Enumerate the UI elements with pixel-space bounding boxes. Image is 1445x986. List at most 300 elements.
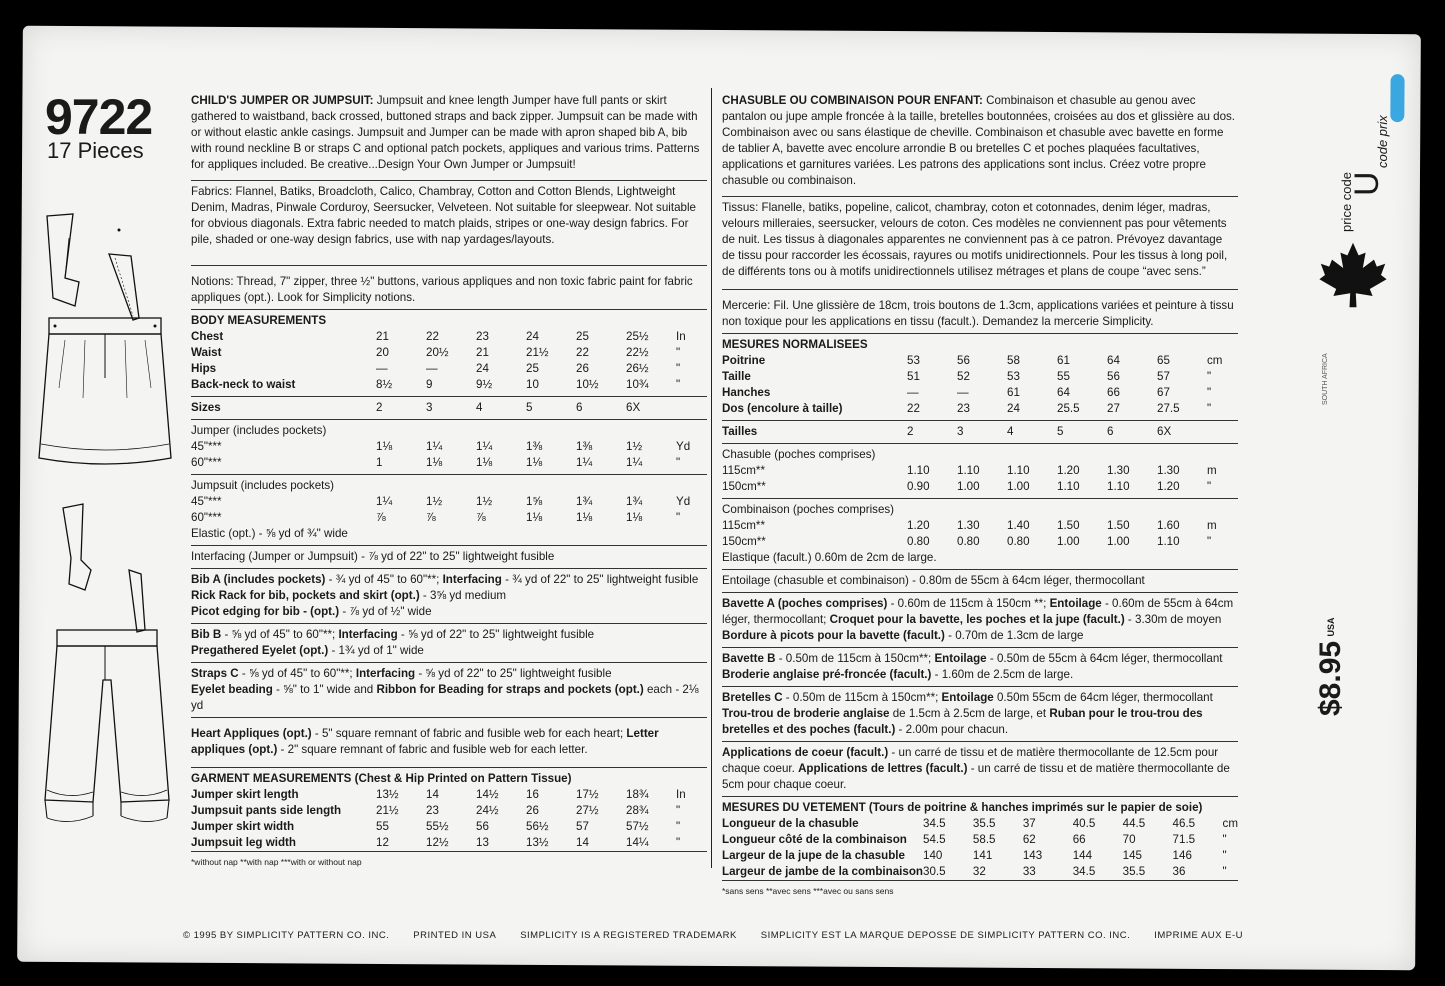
cell-value: 37: [1022, 817, 1036, 830]
beading-label: Trou-trou de broderie anglaise: [722, 707, 890, 720]
cell-value: ⅞: [376, 511, 386, 524]
trademark-fr: SIMPLICITY EST LA MARQUE DEPOSSE DE SIMPLICITY PATTERN CO. INC.: [760, 930, 1131, 941]
table-row: [191, 377, 707, 393]
cell-value: 17½: [576, 788, 599, 801]
notions-text: : Fil. Une glissière de 18cm, trois boutons de 1.3cm, applications variées et peinture à tissu non toxique pour les applications en tissu (facult.). Demandez la mercerie Simplicity.: [722, 299, 1234, 328]
sizes-row: [191, 396, 707, 416]
cell-value: 58: [1007, 354, 1020, 367]
cell-value: 1¼: [576, 456, 593, 469]
bib-b-label: Bavette B: [722, 652, 776, 665]
bib-b-int-text: - 0.50m de 55cm à 64cm léger, thermocollant: [986, 652, 1223, 665]
jumper-yardage: [191, 419, 707, 471]
cell-value: 1¾: [576, 495, 593, 508]
size-value: 6: [1107, 425, 1114, 438]
size-value: 4: [476, 401, 483, 414]
maple-leaf-icon: [1318, 240, 1388, 310]
cell-value: 71.5: [1172, 833, 1196, 846]
cell-value: 22: [907, 402, 920, 415]
cell-value: 1⅛: [576, 511, 593, 524]
cell-value: 61: [1057, 354, 1070, 367]
sizes-row: [722, 420, 1238, 440]
table-row: [191, 494, 707, 510]
cell-value: ⅞: [476, 511, 486, 524]
unit: ": [676, 456, 681, 469]
ribbon-text: each - 2⅛ yd: [191, 683, 699, 712]
footnote: *sans sens **avec sens ***avec ou sans sens: [722, 886, 894, 896]
spacer: [676, 400, 707, 416]
row-label: 150cm**: [722, 535, 766, 548]
description-title: CHASUBLE OU COMBINAISON POUR ENFANT:: [722, 94, 983, 107]
bib-b-section: [722, 647, 1238, 683]
fabrics-section: [722, 196, 1238, 286]
description-text: Jumpsuit and knee length Jumper have full pants or skirt gathered to waistband, back crossed, buttoned straps and back zipper. Jumpsuit can be made with or without elastic ankle casings. Jumpsuit and Jumper can be made with apron shaped bib A, bib with round neckline B or straps C and optional patch pockets, appliques and various trims. Patterns for appliques included. Be creative...Design Your Own Jumper or Jumpsuit!: [191, 94, 700, 171]
description-title: CHILD'S JUMPER OR JUMPSUIT:: [191, 94, 374, 107]
body-title: BODY MEASUREMENTS: [191, 314, 327, 327]
straps-int-label: Entoilage: [941, 691, 994, 704]
table-row: [191, 510, 707, 526]
row-label: Longueur côté de la combinaison: [722, 833, 907, 846]
cell-value: 25: [576, 330, 589, 343]
cell-value: 66: [1072, 833, 1086, 846]
bib-a-section: [722, 592, 1238, 644]
table-row: [722, 864, 1238, 880]
fabrics-text: : Flannel, Batiks, Broadcloth, Calico, Chambray, Cotton and Cotton Blends, Lightweight Denim, Madras, Pinwale Corduroy, Seersucker, Velveteen. Not suitable for sleepwear. Not suitable for obvious diagonals. Extra fabric needed to match plaids, stripes or one-way design fabrics. For pile, shaded or one-way design fabrics, use with nap yardages/layouts.: [191, 185, 697, 246]
garment-title: MESURES DU VETEMENT (Tours de poitrine & hanches imprimés sur le papier de soie): [722, 801, 1203, 814]
straps-section: [191, 662, 707, 714]
fabrics-label: Tissus: [722, 201, 756, 214]
cell-value: 1½: [626, 440, 643, 453]
table-row: [722, 518, 1238, 534]
elastic-label: Elastic (opt.): [191, 527, 256, 540]
table-row: [722, 463, 1238, 479]
unit: ": [676, 511, 681, 524]
cell-value: 27.5: [1157, 402, 1180, 415]
cell-value: 143: [1022, 849, 1043, 862]
cell-value: 9: [426, 378, 433, 391]
cell-value: 64: [1057, 386, 1070, 399]
unit: cm: [1222, 817, 1238, 830]
cell-value: 1: [376, 456, 383, 469]
unit: Yd: [676, 440, 691, 453]
cell-value: 70: [1122, 833, 1136, 846]
interfacing-text: - 0.80m de 55cm à 64cm léger, thermocollant: [908, 574, 1145, 587]
rick-rack-label: Croquet pour la bavette, les poches et la jupe (facult.): [829, 613, 1125, 626]
cell-value: 21: [476, 346, 489, 359]
size-value: 6X: [1157, 425, 1172, 438]
cell-value: —: [426, 362, 438, 375]
cell-value: 26: [576, 362, 589, 375]
jumpsuit-yardage: [191, 474, 707, 542]
sizes-label: Tailles: [722, 425, 758, 438]
bib-a-text: - ¾ yd of 45" to 60"**;: [325, 573, 443, 586]
cell-value: 10¾: [626, 378, 649, 391]
cell-value: 1¼: [626, 456, 643, 469]
cell-value: 25: [526, 362, 539, 375]
cell-value: 67: [1157, 386, 1170, 399]
size-value: 2: [376, 401, 383, 414]
cell-value: 46.5: [1172, 817, 1196, 830]
cell-value: 34.5: [923, 817, 946, 830]
cell-value: 13½: [526, 836, 549, 849]
eyelet-text: - 1.60m de 2.5cm de large.: [931, 668, 1074, 681]
cell-value: 21½: [376, 804, 399, 817]
cell-value: 40.5: [1072, 817, 1096, 830]
bib-b-int-label: Entoilage: [934, 652, 987, 665]
cell-value: 27½: [576, 804, 599, 817]
picot-label: Bordure à picots pour la bavette (facult.): [722, 629, 945, 642]
cell-value: 25.5: [1057, 402, 1080, 415]
cell-value: 22: [426, 330, 439, 343]
cell-value: 1¼: [476, 440, 493, 453]
combinaison-yardage: [722, 498, 1238, 566]
cell-value: 1⅛: [626, 511, 643, 524]
cell-value: 57: [576, 820, 589, 833]
cell-value: 1.00: [1007, 480, 1030, 493]
row-label: Jumper skirt width: [191, 820, 295, 833]
jumpsuit-title: Jumpsuit (includes pockets): [191, 479, 335, 492]
cell-value: 24: [476, 362, 489, 375]
straps-text: - 0.50m de 115cm à 150cm**;: [782, 691, 942, 704]
cell-value: 32: [972, 865, 986, 878]
appliques-section: [722, 741, 1238, 793]
price: [1316, 617, 1351, 716]
row-label: Taille: [722, 370, 751, 383]
row-label: Hips: [191, 362, 217, 375]
elastic-text: 0.60m de 2cm de large.: [811, 551, 937, 564]
chasuble-yardage: [722, 443, 1238, 495]
cell-value: 23: [426, 804, 439, 817]
size-value: 4: [1007, 425, 1014, 438]
printed-south-africa: SOUTH AFRICA: [1322, 353, 1329, 405]
cell-value: 1⅜: [576, 440, 593, 453]
cell-value: 1.10: [1007, 464, 1030, 477]
bib-b-section: [191, 623, 707, 659]
description: [722, 93, 1238, 193]
fabrics-label: Fabrics: [191, 185, 230, 198]
cell-value: 20½: [426, 346, 449, 359]
size-value: 3: [426, 401, 433, 414]
cell-value: 22½: [626, 346, 649, 359]
bib-a-label: Bib A (includes pockets): [191, 573, 326, 586]
cell-value: 1⅛: [426, 456, 443, 469]
cell-value: —: [957, 386, 969, 399]
picot-text: - ⅞ yd of ½" wide: [339, 605, 432, 618]
cell-value: 33: [1022, 865, 1036, 878]
heart-label: Applications de coeur (facult.): [722, 746, 889, 759]
cell-value: 24: [1007, 402, 1020, 415]
jumper-title: Jumper (includes pockets): [191, 424, 327, 437]
table-row: [191, 439, 707, 455]
size-value: 5: [526, 401, 533, 414]
interfacing-label: Interfacing (Jumper or Jumpsuit): [191, 550, 358, 563]
unit: ": [1207, 370, 1212, 383]
cell-value: 1.00: [957, 480, 980, 493]
cell-value: 52: [957, 370, 970, 383]
size-value: 2: [907, 425, 914, 438]
cell-value: 13½: [376, 788, 399, 801]
row-label: Largeur de la jupe de la chasuble: [722, 849, 905, 862]
body-measurements: [722, 333, 1238, 417]
cell-value: 26: [526, 804, 539, 817]
heart-text: - 5" square remnant of fabric and fusible web for each heart;: [311, 727, 627, 740]
row-label: 150cm**: [722, 480, 766, 493]
notions-label: Mercerie: [722, 299, 768, 312]
elastic-text: - ⅝ yd of ¾" wide: [255, 527, 348, 540]
description-text: Combinaison et chasuble au genou avec pantalon ou jupe ample froncée à la taille, bretelles boutonnées, croisées au dos et glissière au dos. Combinaison avec ou sans élastique de cheville. Combinaison et chasuble avec bavette en forme de tablier A, bavette avec encolure arrondie B ou bretelles C et poches plaquées facultatives, applications et garnitures variées. Les patrons des applications sont inclus. Créez votre propre chasuble ou combinaison.: [722, 94, 1236, 187]
cell-value: 1.30: [1107, 464, 1130, 477]
table-row: [722, 816, 1238, 832]
fabrics-section: [191, 180, 707, 262]
bib-a-int-label: Entoilage: [1049, 597, 1102, 610]
row-label: Jumpsuit pants side length: [191, 804, 342, 817]
cell-value: 57½: [626, 820, 649, 833]
cell-value: 14: [576, 836, 589, 849]
cell-value: 1.30: [1157, 464, 1180, 477]
table-row: [191, 787, 707, 803]
row-label: Poitrine: [722, 354, 766, 367]
unit: ": [676, 820, 681, 833]
heart-text: - un carré de tissu et de matière thermocollante de 12.5cm pour chaque coeur.: [722, 746, 1219, 775]
unit: ": [1207, 535, 1212, 548]
cell-value: 1⅛: [526, 511, 543, 524]
bib-a-int-text: - 0.60m de 55cm à 64cm léger, thermocollant;: [722, 597, 1234, 626]
size-value: 6X: [626, 401, 641, 414]
unit: ": [1207, 402, 1212, 415]
bib-b-text: - ⅝ yd of 45" to 60"**;: [221, 628, 339, 641]
body-title: MESURES NORMALISEES: [722, 338, 868, 351]
table-row: [722, 401, 1238, 417]
sizes-label: Sizes: [191, 401, 221, 414]
cell-value: 53: [907, 354, 920, 367]
heart-label: Heart Appliques (opt.): [191, 727, 312, 740]
body-measurements: [191, 309, 707, 393]
cell-value: 57: [1157, 370, 1170, 383]
unit: ": [676, 362, 681, 375]
interfacing-section: [191, 545, 707, 565]
cell-value: 1.50: [1107, 519, 1130, 532]
cell-value: 55: [376, 820, 389, 833]
elastic-label: Elastique (facult.): [722, 551, 812, 564]
cell-value: 140: [923, 849, 943, 862]
blue-tab: [1390, 74, 1404, 122]
cell-value: 1.30: [957, 519, 980, 532]
notions-section: [191, 265, 707, 306]
cell-value: 1.10: [957, 464, 980, 477]
bib-b-text: - 0.50m de 115cm à 150cm**;: [775, 652, 935, 665]
beading-label: Eyelet beading: [191, 683, 273, 696]
jumpsuit-sketch: [35, 500, 175, 830]
cell-value: 51: [907, 370, 920, 383]
interfacing-section: [722, 569, 1238, 589]
cell-value: 56: [476, 820, 489, 833]
cell-value: 21: [376, 330, 389, 343]
cell-value: 141: [972, 849, 993, 862]
unit: Yd: [676, 495, 691, 508]
beading-text: de 1.5cm à 2.5cm de large, et: [889, 707, 1050, 720]
cell-value: 1½: [476, 495, 493, 508]
cell-value: 0.80: [907, 535, 930, 548]
bib-a-label: Bavette A (poches comprises): [722, 597, 888, 610]
cell-value: 34.5: [1072, 865, 1096, 878]
cell-value: 23: [476, 330, 489, 343]
cell-value: 1.00: [1107, 535, 1130, 548]
unit: cm: [1207, 354, 1223, 367]
notions-label: Notions: [191, 275, 231, 288]
table-row: [722, 385, 1238, 401]
straps-label: Straps C: [191, 667, 239, 680]
ribbon-label: Ribbon for Beading for straps and pockets (opt.): [376, 683, 644, 696]
footnote: *without nap **with nap ***with or without nap: [191, 857, 362, 867]
notions-section: [722, 289, 1238, 330]
bib-a-int-label: Interfacing: [442, 573, 502, 586]
row-label: Longueur de la chasuble: [722, 817, 859, 830]
footer: [183, 930, 1243, 941]
table-row: [191, 361, 707, 377]
cell-value: 12: [376, 836, 389, 849]
letter-label: Applications de lettres (facult.): [798, 762, 968, 775]
cell-value: 1¼: [426, 440, 443, 453]
cell-value: 1.10: [1107, 480, 1130, 493]
cell-value: 22: [576, 346, 589, 359]
cell-value: 14: [426, 788, 439, 801]
size-value: 5: [1057, 425, 1064, 438]
cell-value: 1.40: [1007, 519, 1030, 532]
unit: ": [1207, 480, 1212, 493]
bib-a-text: - 0.60m de 115cm à 150cm **;: [887, 597, 1050, 610]
cell-value: 1.20: [1057, 464, 1080, 477]
row-label: 115cm**: [722, 519, 765, 532]
size-value: 6: [576, 401, 583, 414]
chasuble-title: Chasuble (poches comprises): [722, 448, 876, 461]
cell-value: 24: [526, 330, 539, 343]
cell-value: 20: [376, 346, 389, 359]
cell-value: 0.90: [907, 480, 930, 493]
row-label: 60"***: [191, 511, 222, 524]
fabrics-text: : Flanelle, batiks, popeline, calicot, chambray, coton et cotonnades, denim léger, madras, velours milleraies, seersucker, velours de coton. Ces modèles ne conviennent pas pour vêtements de nuit. Les tissus à diagonales apparentes ne conviennent pas à ce patron. Prévoyez davantage de tissu pour raccorder les écossais, rayures ou motifs unidirectionnels. Pour les tissus à long poil, de différents tons ou à motifs unidirectionnels utilisez métrages et plans de coupe “avec sens.”: [722, 201, 1228, 278]
ribbon-text: - 2.00m pour chacun.: [895, 723, 1009, 736]
row-label: Largeur de jambe de la combinaison: [722, 865, 924, 878]
picot-text: - 0.70m de 1.3cm de large: [944, 629, 1084, 642]
cell-value: 25½: [626, 330, 649, 343]
unit: ": [676, 378, 681, 391]
unit: ": [1222, 833, 1227, 846]
cell-value: 61: [1007, 386, 1020, 399]
price-code-label-fr: code prix: [1375, 115, 1390, 168]
cell-value: 14¼: [626, 836, 649, 849]
unit: ": [1222, 849, 1227, 862]
table-row: [191, 345, 707, 361]
cell-value: 16: [526, 788, 539, 801]
cell-value: 28¾: [626, 804, 649, 817]
cell-value: 1⅝: [526, 495, 543, 508]
cell-value: 0.80: [957, 535, 980, 548]
row-label: Dos (encolure à taille): [722, 402, 843, 415]
cell-value: 56: [957, 354, 970, 367]
row-label: 60"***: [191, 456, 222, 469]
row-label: Jumpsuit leg width: [191, 836, 296, 849]
cell-value: 55½: [426, 820, 449, 833]
cell-value: 35.5: [1122, 865, 1146, 878]
ribbon-label: Ruban pour le trou-trou des bretelles et des poches (facult.): [722, 707, 1203, 736]
cell-value: 66: [1107, 386, 1120, 399]
printed-in: PRINTED IN USA: [413, 930, 497, 941]
cell-value: 54.5: [923, 833, 946, 846]
row-label: Jumper skirt length: [191, 788, 299, 801]
unit: m: [1207, 464, 1217, 477]
cell-value: 1.10: [907, 464, 930, 477]
table-row: [722, 848, 1238, 864]
description: [191, 93, 707, 177]
garment-measurements: [191, 767, 707, 852]
trademark-en: SIMPLICITY IS A REGISTERED TRADEMARK: [520, 930, 737, 941]
cell-value: ⅞: [426, 511, 436, 524]
cell-value: 65: [1157, 354, 1170, 367]
unit: ": [1207, 386, 1212, 399]
straps-section: [722, 686, 1238, 738]
row-label: 45"***: [191, 495, 222, 508]
interfacing-label: Entoilage (chasuble et combinaison): [722, 574, 909, 587]
cell-value: 23: [957, 402, 970, 415]
unit: ": [676, 836, 681, 849]
row-label: 115cm**: [722, 464, 765, 477]
cell-value: —: [376, 362, 388, 375]
cell-value: 58.5: [972, 833, 996, 846]
column-divider: [711, 88, 712, 868]
price-value: $8.95: [1314, 640, 1347, 716]
cell-value: 1.50: [1057, 519, 1080, 532]
beading-text: - ⅝" to 1" wide and: [272, 683, 377, 696]
cell-value: 1.10: [1157, 535, 1180, 548]
unit: In: [676, 788, 686, 801]
straps-int-text: - ⅝ yd of 22" to 25" lightweight fusible: [415, 667, 612, 680]
cell-value: 12½: [426, 836, 449, 849]
cell-value: 1.20: [907, 519, 930, 532]
row-label: 45"***: [191, 440, 222, 453]
cell-value: 8½: [376, 378, 393, 391]
imprime: IMPRIME AUX E-U: [1154, 930, 1243, 941]
jumper-sketch: [35, 208, 175, 498]
sizes-row: [191, 400, 707, 416]
cell-value: 18¾: [626, 788, 649, 801]
cell-value: 1⅛: [526, 456, 543, 469]
cell-value: 1⅜: [526, 440, 543, 453]
letter-text: - 2" square remnant of fabric and fusible web for each letter.: [277, 743, 588, 756]
bib-b-int-label: Interfacing: [338, 628, 398, 641]
cell-value: —: [907, 386, 919, 399]
table-row: [191, 455, 707, 471]
spacer: [1207, 424, 1238, 440]
rick-rack-text: - 3⅝ yd medium: [419, 589, 507, 602]
cell-value: 55: [1057, 370, 1070, 383]
straps-text: - ⅝ yd of 45" to 60"**;: [238, 667, 356, 680]
cell-value: 1¾: [626, 495, 643, 508]
cell-value: 0.80: [1007, 535, 1030, 548]
eyelet-text: - 1¾ yd of 1" wide: [328, 644, 424, 657]
unit: ": [1222, 865, 1227, 878]
letter-label: Letter appliques (opt.): [191, 727, 659, 756]
cell-value: 14½: [476, 788, 499, 801]
english-column: [191, 93, 707, 870]
bib-a-int-text: - ¾ yd of 22" to 25" lightweight fusible: [501, 573, 699, 586]
cell-value: 35.5: [972, 817, 996, 830]
cell-value: 56: [1107, 370, 1120, 383]
cell-value: 1.60: [1157, 519, 1180, 532]
table-row: [722, 479, 1238, 495]
cell-value: 44.5: [1122, 817, 1146, 830]
copyright: © 1995 BY SIMPLICITY PATTERN CO. INC.: [183, 930, 390, 941]
cell-value: 1.20: [1157, 480, 1180, 493]
appliques-section: [191, 717, 707, 764]
